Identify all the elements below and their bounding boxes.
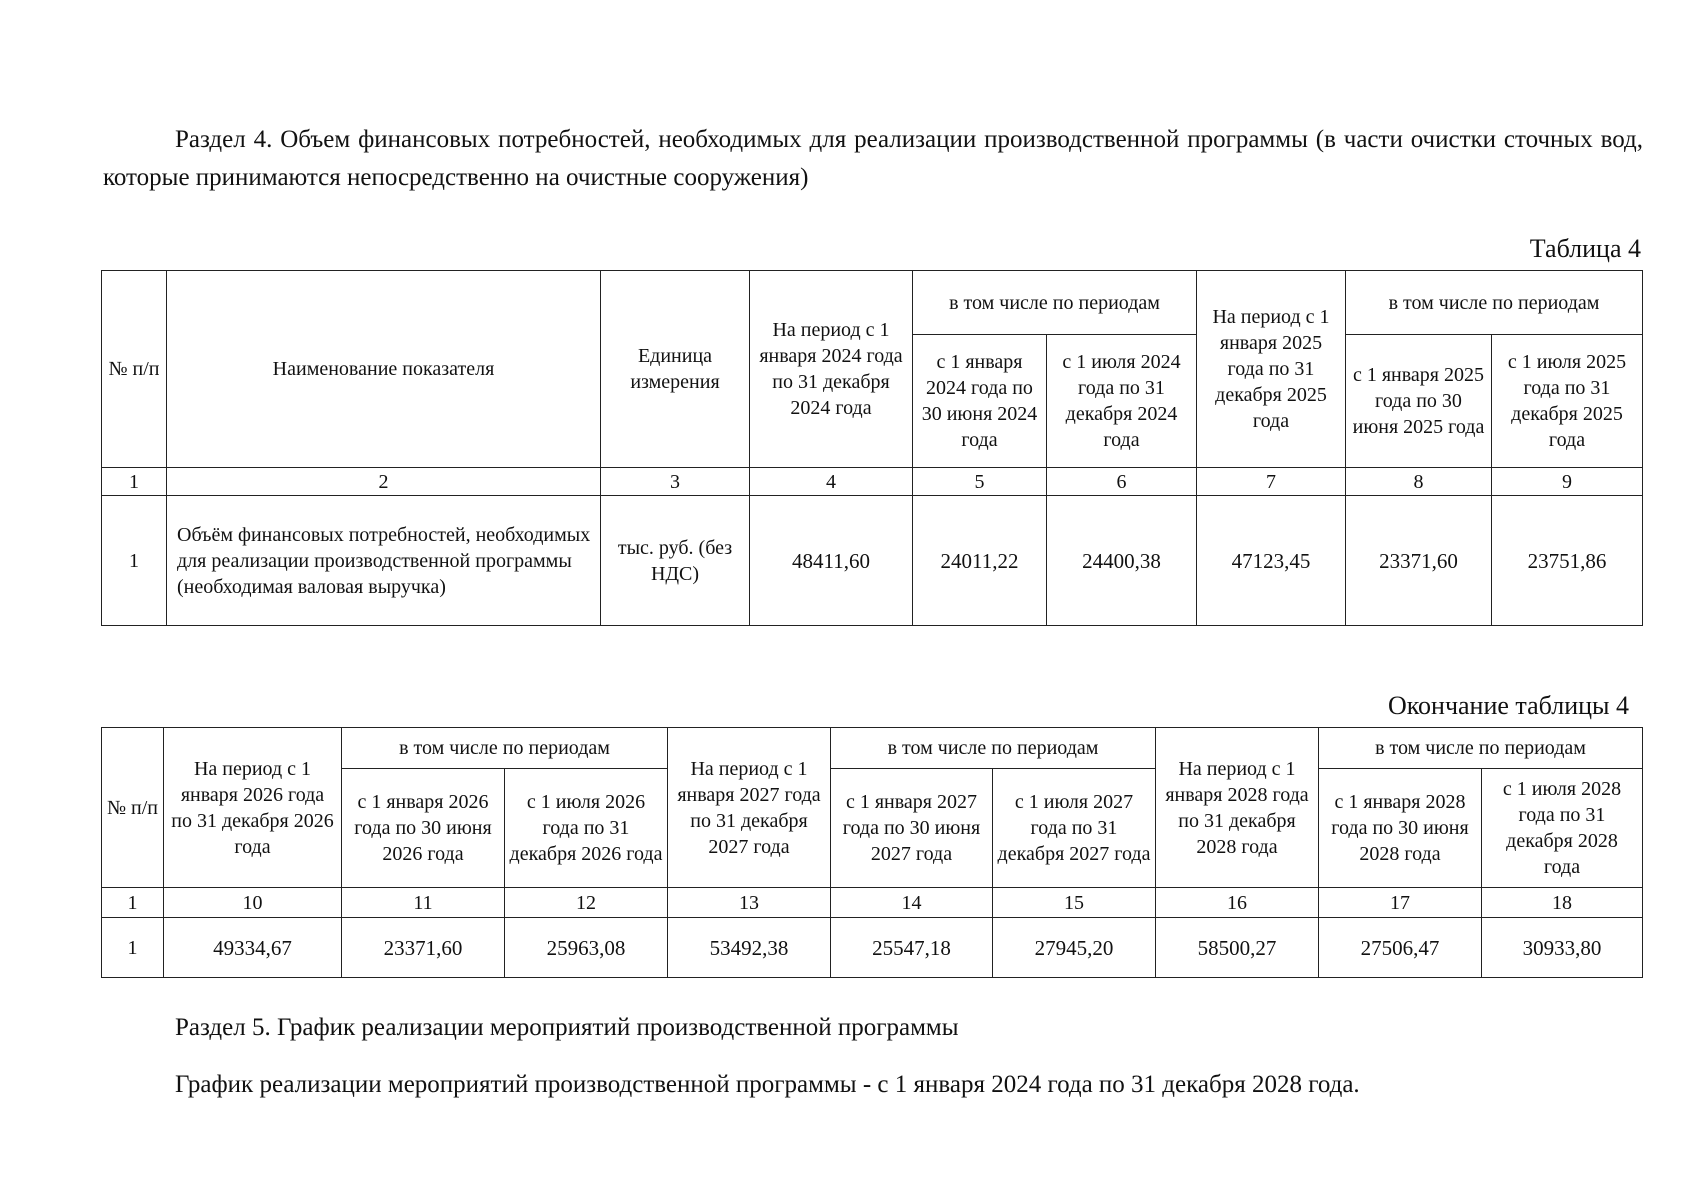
value-cell: 24400,38 (1047, 496, 1197, 626)
column-number: 8 (1346, 468, 1492, 496)
table-row (102, 918, 1643, 978)
financial-needs-table-continued (101, 727, 1643, 978)
column-number-row (102, 468, 1643, 496)
header-including-2024: в том числе по периодам (913, 271, 1197, 335)
value-cell: 25963,08 (505, 918, 668, 978)
column-number: 14 (831, 888, 993, 918)
header-period-2027: На период с 1 января 2027 года по 31 декабря 2027 года (668, 728, 831, 888)
value-cell: 47123,45 (1197, 496, 1346, 626)
column-number: 16 (1156, 888, 1319, 918)
header-unit: Единица измерения (601, 271, 750, 468)
header-h2-2028: с 1 июля 2028 года по 31 декабря 2028 года (1482, 769, 1643, 888)
value-cell: 27945,20 (993, 918, 1156, 978)
schedule-text: График реализации мероприятий производственной программы - с 1 января 2024 года по 31 декабря 2028 года. (175, 1071, 1360, 1098)
value-cell: 23371,60 (1346, 496, 1492, 626)
column-number: 17 (1319, 888, 1482, 918)
header-h1-2026: с 1 января 2026 года по 30 июня 2026 года (342, 769, 505, 888)
value-cell: 49334,67 (164, 918, 342, 978)
row-unit: тыс. руб. (без НДС) (601, 496, 750, 626)
column-number: 1 (102, 468, 167, 496)
value-cell: 27506,47 (1319, 918, 1482, 978)
value-cell: 48411,60 (750, 496, 913, 626)
table-4-end-caption: Окончание таблицы 4 (1387, 691, 1629, 720)
header-h2-2027: с 1 июля 2027 года по 31 декабря 2027 года (993, 769, 1156, 888)
header-h2-2024: с 1 июля 2024 года по 31 декабря 2024 года (1047, 335, 1197, 468)
value-cell: 58500,27 (1156, 918, 1319, 978)
header-h2-2025: с 1 июля 2025 года по 31 декабря 2025 года (1492, 335, 1643, 468)
column-number: 3 (601, 468, 750, 496)
column-number: 9 (1492, 468, 1643, 496)
row-num: 1 (102, 918, 164, 978)
header-h1-2025: с 1 января 2025 года по 30 июня 2025 года (1346, 335, 1492, 468)
header-h1-2027: с 1 января 2027 года по 30 июня 2027 года (831, 769, 993, 888)
column-number: 4 (750, 468, 913, 496)
header-h2-2026: с 1 июля 2026 года по 31 декабря 2026 года (505, 769, 668, 888)
section-5-heading: Раздел 5. График реализации мероприятий производственной программы (175, 1014, 959, 1041)
row-num: 1 (102, 496, 167, 626)
header-period-2024: На период с 1 января 2024 года по 31 декабря 2024 года (750, 271, 913, 468)
value-cell: 25547,18 (831, 918, 993, 978)
header-period-2026: На период с 1 января 2026 года по 31 декабря 2026 года (164, 728, 342, 888)
value-cell: 23751,86 (1492, 496, 1643, 626)
column-number-row (102, 888, 1643, 918)
column-number: 10 (164, 888, 342, 918)
column-number: 2 (167, 468, 601, 496)
column-number: 6 (1047, 468, 1197, 496)
table-row (102, 496, 1643, 626)
column-number: 5 (913, 468, 1047, 496)
financial-needs-table (101, 270, 1643, 626)
header-h1-2028: с 1 января 2028 года по 30 июня 2028 года (1319, 769, 1482, 888)
header-period-2025: На период с 1 января 2025 года по 31 декабря 2025 года (1197, 271, 1346, 468)
header-including-2028: в том числе по периодам (1319, 728, 1643, 769)
header-num: № п/п (102, 728, 164, 888)
column-number: 12 (505, 888, 668, 918)
column-number: 15 (993, 888, 1156, 918)
value-cell: 53492,38 (668, 918, 831, 978)
table-4-caption: Таблица 4 (1529, 234, 1641, 263)
header-num: № п/п (102, 271, 167, 468)
value-cell: 24011,22 (913, 496, 1047, 626)
section-4-heading: Раздел 4. Объем финансовых потребностей, необходимых для реализации производственной программы (в части очистки сточных вод, которые принимаются непосредственно на очистные сооружения) (103, 126, 1643, 191)
header-period-2028: На период с 1 января 2028 года по 31 декабря 2028 года (1156, 728, 1319, 888)
column-number: 18 (1482, 888, 1643, 918)
row-indicator-name: Объём финансовых потребностей, необходимых для реализации производственной программы (необходимая валовая выручка) (167, 496, 601, 626)
column-number: 1 (102, 888, 164, 918)
header-indicator-name: Наименование показателя (167, 271, 601, 468)
header-including-2025: в том числе по периодам (1346, 271, 1643, 335)
header-h1-2024: с 1 января 2024 года по 30 июня 2024 года (913, 335, 1047, 468)
column-number: 7 (1197, 468, 1346, 496)
column-number: 11 (342, 888, 505, 918)
header-including-2027: в том числе по периодам (831, 728, 1156, 769)
value-cell: 30933,80 (1482, 918, 1643, 978)
column-number: 13 (668, 888, 831, 918)
value-cell: 23371,60 (342, 918, 505, 978)
header-including-2026: в том числе по периодам (342, 728, 668, 769)
